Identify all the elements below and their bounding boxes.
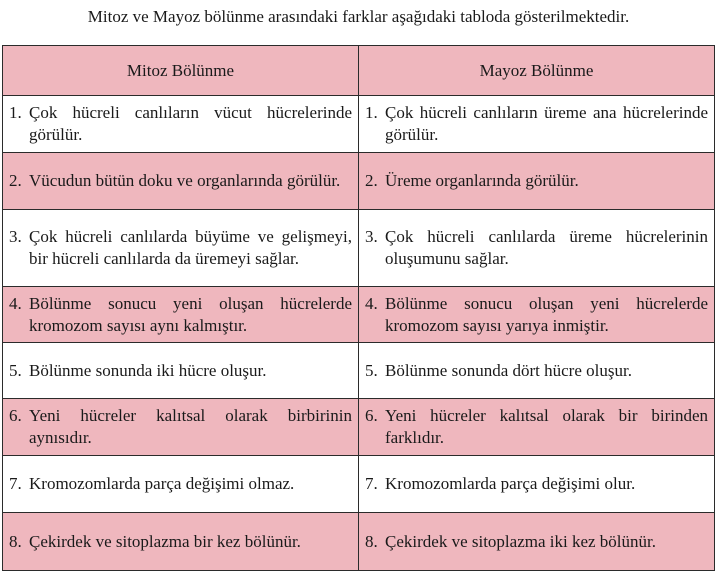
- mayoz-cell: [359, 513, 715, 571]
- item-text: Bölünme sonunda dört hücre oluşur.: [385, 360, 632, 380]
- table-caption: Mitoz ve Mayoz bölünme arasındaki farklar aşağıdaki tabloda gösterilmektedir.: [87, 7, 630, 26]
- mitoz-cell: [3, 513, 359, 571]
- item-text: Yeni hücreler kalıtsal olarak bir birinden farklıdır.: [385, 406, 708, 447]
- mitoz-cell: [3, 343, 359, 399]
- item-number: 8.: [9, 531, 22, 551]
- item-number: 2.: [365, 171, 378, 190]
- mayoz-cell: [359, 456, 715, 513]
- mayoz-cell: [359, 96, 715, 153]
- item-number: 5.: [9, 360, 22, 380]
- item-number: 2.: [9, 171, 22, 190]
- item-text: Çok hücreli canlıların üreme ana hücrelerinde görülür.: [385, 103, 708, 144]
- item-number: 8.: [365, 531, 378, 551]
- item-number: 3.: [9, 227, 22, 246]
- item-text: Çok hücreli canlılarda üreme hücrelerinin oluşumunu sağlar.: [385, 227, 708, 268]
- item-text: Bölünme sonucu oluşan yeni hücrelerde kromozom sayısı yarıya inmiştir.: [385, 293, 708, 335]
- item-text: Üreme organlarında görülür.: [385, 171, 579, 190]
- item-text: Çekirdek ve sitoplazma iki kez bölünür.: [385, 531, 656, 551]
- item-number: 1.: [9, 103, 22, 122]
- header-row: [3, 46, 715, 96]
- mitoz-cell: [3, 399, 359, 456]
- table-row: [3, 96, 715, 153]
- item-number: 6.: [365, 406, 378, 425]
- item-number: 5.: [365, 360, 378, 380]
- item-text: Kromozomlarda parça değişimi olmaz.: [29, 474, 295, 493]
- item-number: 1.: [365, 103, 378, 122]
- item-text: Çok hücreli canlılarda büyüme ve gelişmeyi, bir hücreli canlılarda da üremeyi sağlar.: [29, 227, 352, 268]
- mayoz-cell: [359, 210, 715, 287]
- mayoz-cell: [359, 153, 715, 210]
- item-text: Bölünme sonucu yeni oluşan hücrelerde kromozom sayısı aynı kalmıştır.: [29, 293, 352, 335]
- item-text: Çok hücreli canlıların vücut hücrelerinde görülür.: [29, 103, 352, 144]
- header-mitoz: Mitoz Bölünme: [3, 46, 359, 96]
- table-row: [3, 153, 715, 210]
- item-number: 4.: [365, 293, 378, 313]
- item-number: 7.: [365, 474, 378, 493]
- item-text: Vücudun bütün doku ve organlarında görülür.: [29, 171, 341, 190]
- mitoz-cell: [3, 153, 359, 210]
- mayoz-cell: [359, 399, 715, 456]
- table-row: [3, 343, 715, 399]
- item-text: Çekirdek ve sitoplazma bir kez bölünür.: [29, 531, 301, 551]
- comparison-table: [2, 45, 715, 571]
- mayoz-cell: [359, 343, 715, 399]
- table-row: [3, 456, 715, 513]
- mitoz-cell: [3, 210, 359, 287]
- item-number: 4.: [9, 293, 22, 313]
- mitoz-cell: [3, 287, 359, 343]
- mitoz-cell: [3, 456, 359, 513]
- header-mayoz: Mayoz Bölünme: [359, 46, 715, 96]
- item-text: Bölünme sonunda iki hücre oluşur.: [29, 360, 267, 380]
- mitoz-cell: [3, 96, 359, 153]
- table-row: [3, 287, 715, 343]
- item-number: 7.: [9, 474, 22, 493]
- table-row: [3, 210, 715, 287]
- item-number: 6.: [9, 406, 22, 425]
- item-text: Yeni hücreler kalıtsal olarak birbirinin aynısıdır.: [29, 406, 352, 447]
- table-row: [3, 513, 715, 571]
- item-text: Kromozomlarda parça değişimi olur.: [385, 474, 636, 493]
- table-row: [3, 399, 715, 456]
- mayoz-cell: [359, 287, 715, 343]
- item-number: 3.: [365, 227, 378, 246]
